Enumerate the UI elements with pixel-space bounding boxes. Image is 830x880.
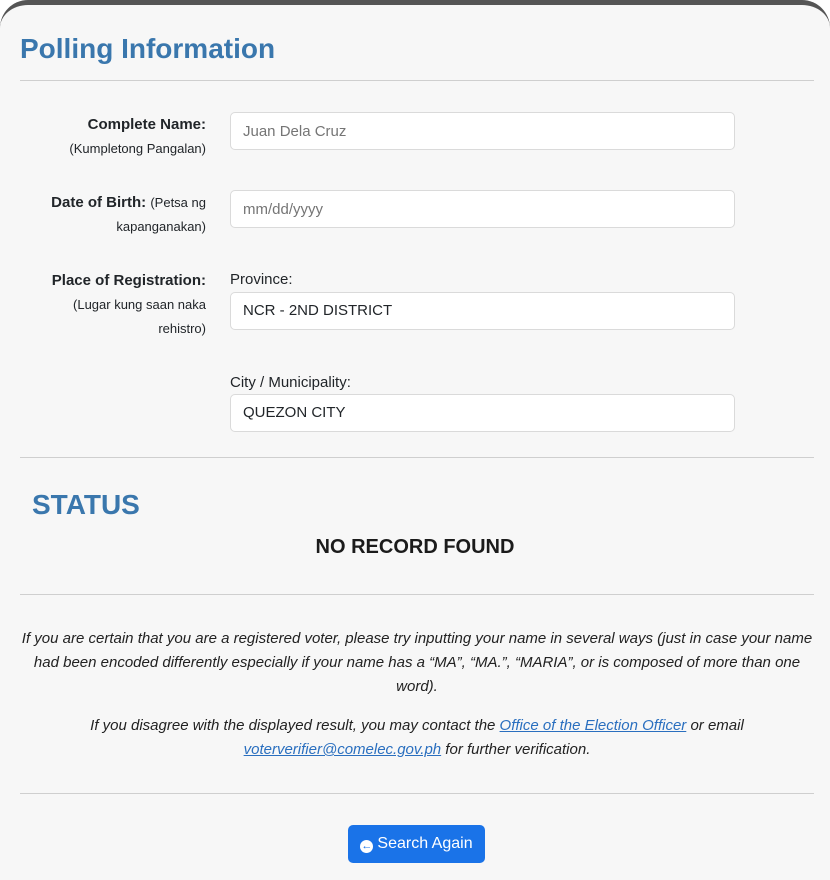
dob-label: Date of Birth: (Petsa ng kapanganakan)	[6, 191, 206, 239]
place-sub-label-2: rehistro)	[158, 321, 206, 336]
divider-bottom	[20, 793, 814, 794]
dob-sub-label-2: kapanganakan)	[116, 219, 206, 234]
arrow-left-circle-icon: ←	[361, 840, 373, 852]
status-result: NO RECORD FOUND	[315, 536, 515, 558]
city-select[interactable]: QUEZON CITY	[230, 394, 735, 432]
email-link[interactable]: voterverifier@comelec.gov.ph	[243, 741, 442, 758]
city-label: City / Municipality:	[230, 374, 351, 391]
name-label: Complete Name: (Kumpletong Pangalan)	[6, 113, 206, 161]
dob-input[interactable]	[230, 190, 735, 228]
note-contact: If you disagree with the displayed result, you may contact the Office of the Election Officer or email voterverifier@comelec.gov.ph for further verification.	[90, 717, 744, 758]
name-sub-label: (Kumpletong Pangalan)	[69, 141, 206, 156]
divider-form	[20, 457, 814, 458]
name-input[interactable]	[230, 112, 735, 150]
dob-sub-label: (Petsa ng	[150, 195, 206, 210]
place-sub-label: (Lugar kung saan naka	[73, 297, 206, 312]
status-heading: STATUS	[32, 489, 140, 520]
province-select[interactable]: NCR - 2ND DISTRICT	[230, 292, 735, 330]
note-try-variations: If you are certain that you are a registered voter, please try inputting your name in several ways (just in case your name had been encoded differently especially if your name has a “MA”, “MA.”, “MARIA”, or is composed of more than one word).	[21, 630, 813, 695]
place-label: Place of Registration: (Lugar kung saan naka rehistro)	[6, 269, 206, 341]
search-again-button[interactable]: ← Search Again	[348, 825, 485, 863]
divider-status	[20, 594, 814, 595]
province-label: Province:	[230, 271, 293, 288]
divider-top	[20, 80, 814, 81]
election-officer-link[interactable]: Office of the Election Officer	[499, 717, 687, 734]
page-title: Polling Information	[20, 33, 276, 64]
